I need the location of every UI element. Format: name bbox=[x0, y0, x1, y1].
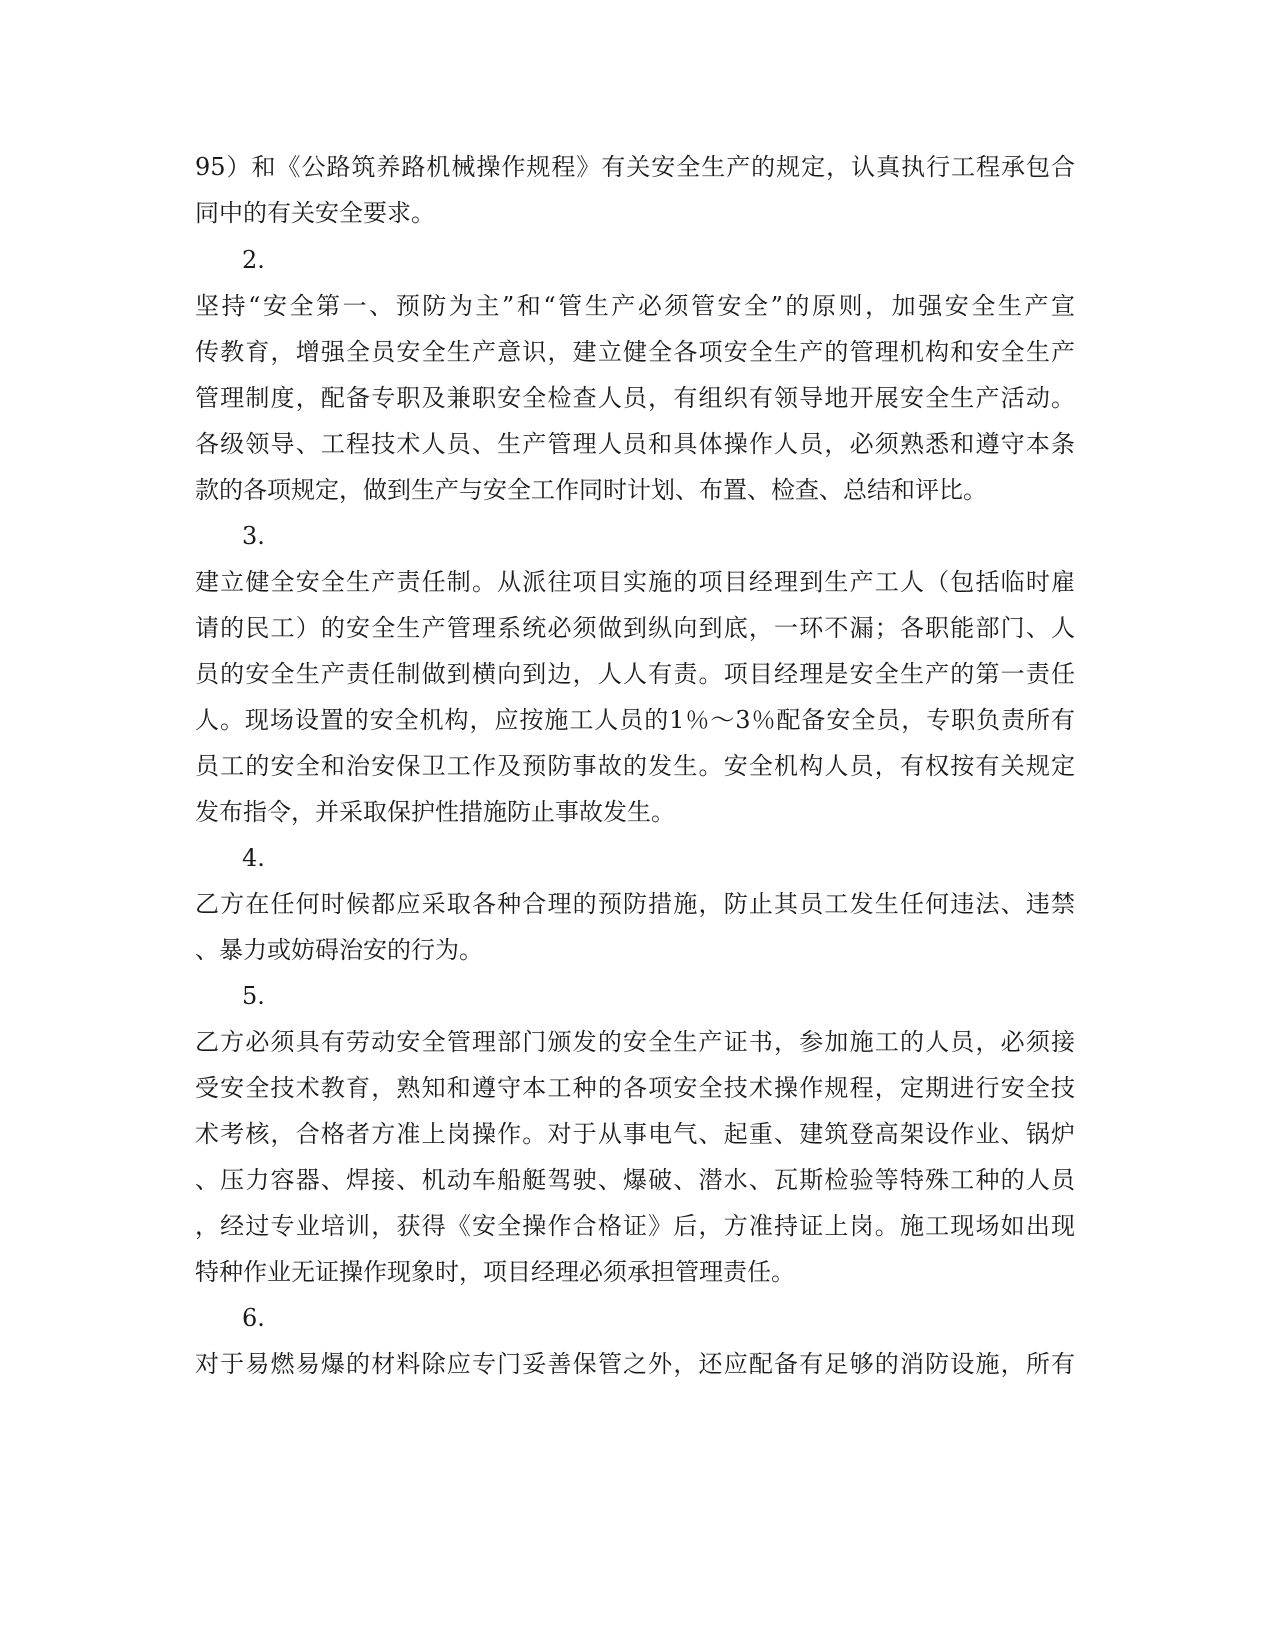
paragraph-line: 传教育，增强全员安全生产意识，建立健全各项安全生产的管理机构和安全生产 bbox=[195, 338, 1075, 366]
paragraph-line: 员的安全生产责任制做到横向到边，人人有责。项目经理是安全生产的第一责任 bbox=[195, 660, 1075, 688]
paragraph-line: 各级领导、工程技术人员、生产管理人员和具体操作人员，必须熟悉和遵守本条 bbox=[195, 430, 1075, 458]
paragraph-line: 员工的安全和治安保卫工作及预防事故的发生。安全机构人员，有权按有关规定 bbox=[195, 752, 1075, 780]
paragraph-line: 乙方在任何时候都应采取各种合理的预防措施，防止其员工发生任何违法、违禁 bbox=[195, 890, 1075, 918]
item-number: 4. bbox=[242, 844, 265, 872]
paragraph-line: 人。现场设置的安全机构，应按施工人员的1％～3％配备安全员，专职负责所有 bbox=[195, 706, 1075, 734]
paragraph-line: 、压力容器、焊接、机动车船艇驾驶、爆破、潜水、瓦斯检验等特殊工种的人员 bbox=[195, 1166, 1075, 1194]
item-number: 5. bbox=[242, 982, 265, 1010]
paragraph-line: 95）和《公路筑养路机械操作规程》有关安全生产的规定，认真执行工程承包合 bbox=[195, 153, 1075, 181]
paragraph-line: 乙方必须具有劳动安全管理部门颁发的安全生产证书，参加施工的人员，必须接 bbox=[195, 1028, 1075, 1056]
item-number: 2. bbox=[242, 246, 265, 274]
paragraph-line: 请的民工）的安全生产管理系统必须做到纵向到底，一环不漏；各职能部门、人 bbox=[195, 614, 1075, 642]
paragraph-line: 对于易燃易爆的材料除应专门妥善保管之外，还应配备有足够的消防设施，所有 bbox=[195, 1350, 1075, 1378]
paragraph-line: 建立健全安全生产责任制。从派往项目实施的项目经理到生产工人（包括临时雇 bbox=[195, 568, 1075, 596]
paragraph-line: 管理制度，配备专职及兼职安全检查人员，有组织有领导地开展安全生产活动。 bbox=[195, 384, 1075, 412]
paragraph-line: 、暴力或妨碍治安的行为。 bbox=[195, 936, 483, 964]
paragraph-line: ，经过专业培训，获得《安全操作合格证》后，方准持证上岗。施工现场如出现 bbox=[195, 1212, 1075, 1240]
paragraph-line: 同中的有关安全要求。 bbox=[195, 199, 435, 227]
paragraph-line: 款的各项规定，做到生产与安全工作同时计划、布置、检查、总结和评比。 bbox=[195, 476, 987, 504]
item-number: 3. bbox=[242, 522, 265, 550]
paragraph-line: 发布指令，并采取保护性措施防止事故发生。 bbox=[195, 798, 675, 826]
paragraph-line: 坚持“安全第一、预防为主”和“管生产必须管安全”的原则，加强安全生产宣 bbox=[195, 292, 1075, 320]
item-number: 6. bbox=[242, 1304, 265, 1332]
paragraph-line: 术考核，合格者方准上岗操作。对于从事电气、起重、建筑登高架设作业、锅炉 bbox=[195, 1120, 1075, 1148]
paragraph-line: 特种作业无证操作现象时，项目经理必须承担管理责任。 bbox=[195, 1258, 795, 1286]
paragraph-line: 受安全技术教育，熟知和遵守本工种的各项安全技术操作规程，定期进行安全技 bbox=[195, 1074, 1075, 1102]
